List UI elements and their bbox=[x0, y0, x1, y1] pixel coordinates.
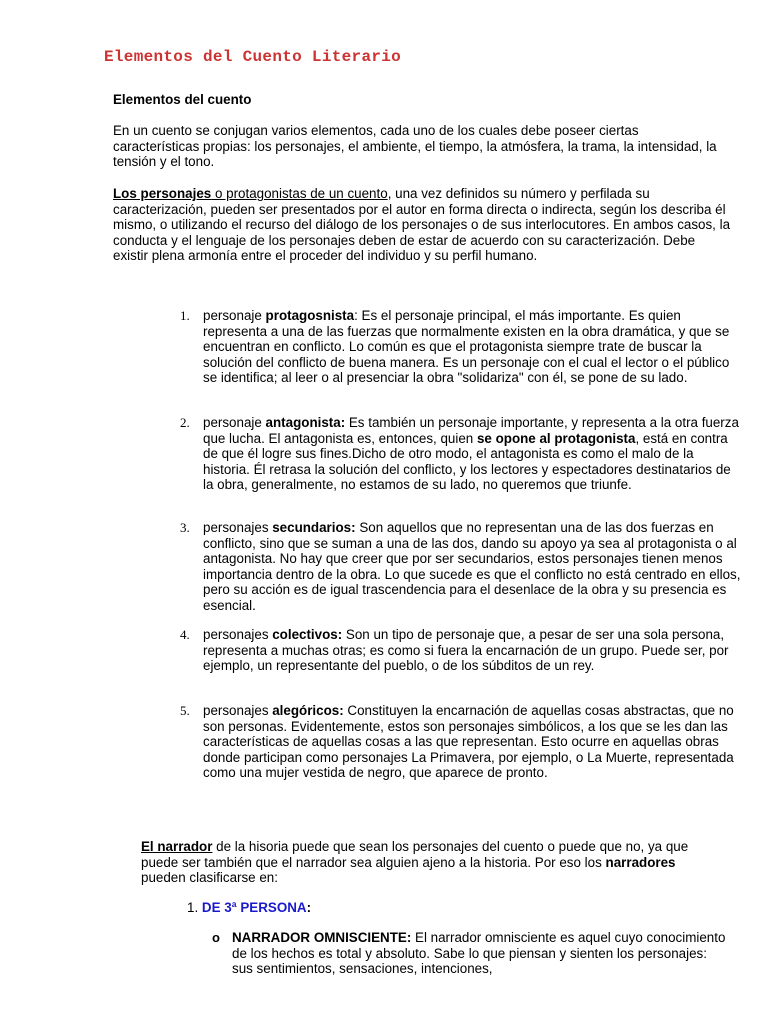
omnisciente-term: NARRADOR OMNISCIENTE: bbox=[232, 930, 412, 945]
personajes-text: , una vez definidos su número y perfilada su caracterización, pueden ser presentados por el autor en forma directa o indirecta, según los describa él mismo, o utilizando el recurso del diálogo de los personajes o de sus interlocutores. En ambos casos, la conducta y el lenguaje de los personajes deben de estar de acuerdo con su caracterización. Debe existir plena armonía entre el proceder del individuo y su perfil humano. bbox=[113, 186, 731, 263]
bullet-icon: o bbox=[212, 930, 220, 945]
section-heading: Elementos del cuento bbox=[113, 92, 252, 107]
narrador-text-rest: pueden clasificarse en: bbox=[141, 870, 278, 885]
list-item-term: antagonista: bbox=[265, 415, 346, 430]
narrador-text: de la hisoria puede que sean los personajes del cuento o puede que no, ya que puede ser también que el narrador sea alguien ajeno a la historia. Por eso los bbox=[141, 839, 689, 870]
list-item-pre: personajes bbox=[203, 703, 273, 718]
list-item-term: secundarios: bbox=[272, 520, 356, 535]
list-item-pre: personaje bbox=[203, 308, 266, 323]
narrador-term: El narrador bbox=[141, 839, 213, 854]
list-item-text: : Es el personaje principal, el más importante. Es quien representa a una de las fuerzas que normalmente existen en la obra dramática, y que se encuentran en conflicto. Lo común es que el protagonista siempre trate de buscar la solución del conflicto de buena manera. Es un personaje con el cual el lector o el público se identifica; al leer o al presenciar la obra "solidariza" con él, se pone de su lado. bbox=[203, 308, 730, 385]
personajes-paragraph bbox=[113, 186, 733, 264]
list-item-text-rest: , está en contra de que él logre sus fines.Dicho de otro modo, el antagonista es como el malo de la historia. Él retrasa la solución del conflicto, y los lectores y espectadores destinatarios de la obra, generalmente, no estamos de su lado, no queremos que triunfe. bbox=[203, 430, 731, 492]
narrador-paragraph bbox=[141, 839, 721, 886]
list-number: 2. bbox=[180, 415, 190, 430]
list-number: 1. bbox=[187, 900, 199, 915]
list-item-pre: personajes bbox=[203, 520, 273, 535]
list-item-pre: personajes bbox=[203, 627, 273, 642]
list-item-text: Son aquellos que no representan una de las dos fuerzas en conflicto, sino que se suman a una de las dos, dando su apoyo ya sea al protagonista o al antagonista. No hay que creer que por ser secundarios, estos personajes tienen menos importancia dentro de la obra. Lo que sucede es que el conflicto no está centrado en ellos, pero su acción es de igual trascendencia para el desenlace de la obra y su presencia es esencial. bbox=[203, 520, 741, 613]
list-number: 5. bbox=[180, 703, 190, 718]
omnisciente-text: El narrador omnisciente es aquel cuyo conocimiento de los hechos es total y absoluto. Sabe lo que piensan y sienten los personajes: sus sentimientos, sensaciones, intenciones, bbox=[232, 930, 726, 976]
list-item-emphasis: se opone al protagonista bbox=[476, 430, 636, 446]
list-item-term: colectivos: bbox=[272, 627, 343, 642]
intro-paragraph: En un cuento se conjugan varios elementos, cada uno de los cuales debe poseer ciertas características propias: los personajes, el ambiente, el tiempo, la atmósfera, la trama, la intensidad, la tensión y el tono. bbox=[113, 123, 717, 169]
list-number: 3. bbox=[180, 520, 190, 535]
list-number: 4. bbox=[180, 627, 190, 642]
personajes-term-rest: o protagonistas de un cuento bbox=[211, 186, 388, 201]
narrador-type-label: DE 3ª PERSONA bbox=[201, 900, 307, 915]
narradores-term: narradores bbox=[605, 854, 676, 870]
narrador-type-colon: : bbox=[306, 900, 312, 915]
list-item-term: protagosnista bbox=[265, 308, 355, 323]
narrador-type-item bbox=[187, 900, 311, 915]
list-item-text: Son un tipo de personaje que, a pesar de ser una sola persona, representa a muchas otras; es como si fuera la encarnación de un grupo. Puede ser, por ejemplo, un representante del pueblo, o de los súbditos de un rey. bbox=[203, 627, 729, 673]
list-item-text: Constituyen la encarnación de aquellas cosas abstractas, que no son personas. Evidentemente, estos son personajes simbólicos, a los que se les dan las características de aquellas cosas a las que representan. Esto ocurre en aquellas obras donde participan como personajes La Primavera, por ejemplo, o La Muerte, representada como una mujer vestida de negro, que aparece de pronto. bbox=[203, 703, 734, 780]
list-number: 1. bbox=[180, 308, 190, 323]
list-item-text: Es también un personaje importante, y representa a la otra fuerza que lucha. El antagonista es, entonces, quien bbox=[203, 415, 739, 446]
list-item-term: alegóricos: bbox=[272, 703, 344, 718]
list-item-pre: personaje bbox=[203, 415, 266, 430]
document-title: Elementos del Cuento Literario bbox=[104, 48, 402, 66]
personajes-term: Los personajes bbox=[113, 186, 212, 201]
